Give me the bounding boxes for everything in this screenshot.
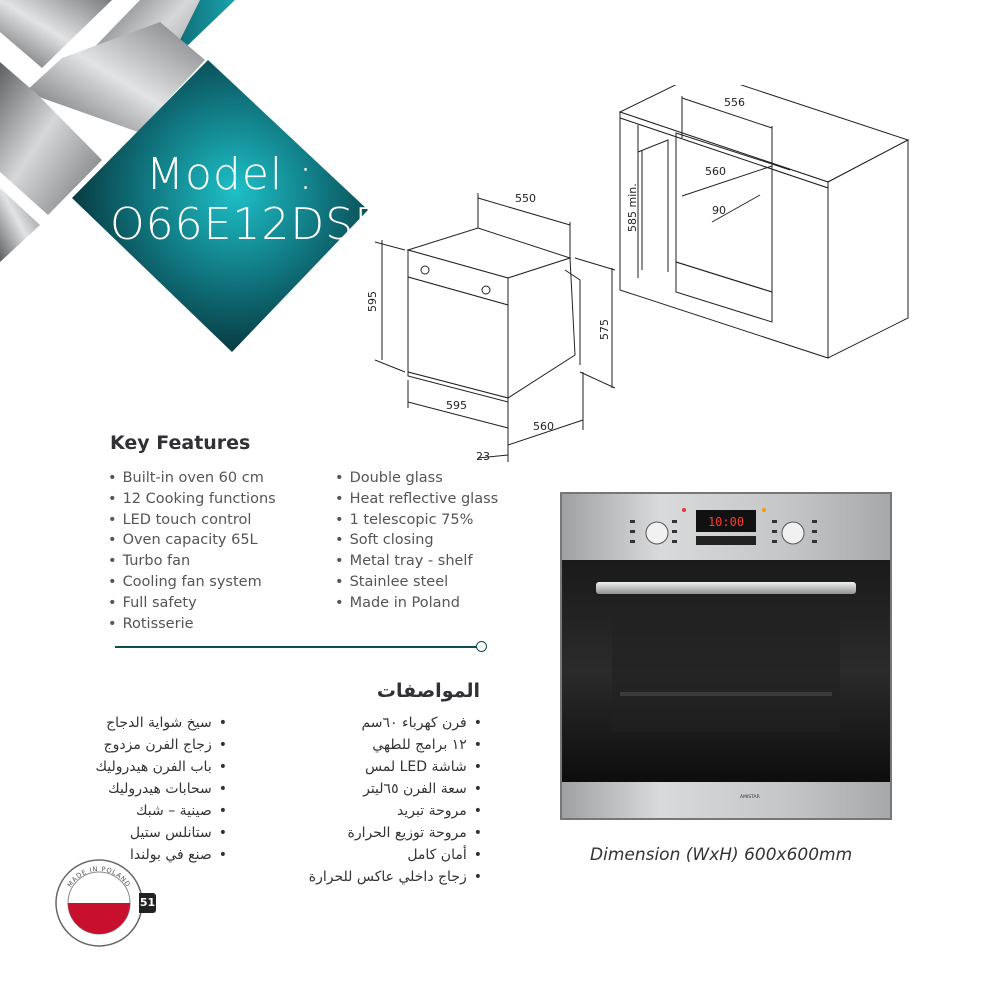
dim-width-front: 595 <box>446 399 467 412</box>
cab-dim-height: 585 min. <box>626 183 639 232</box>
arabic-spec-item: • مروحة تبريد <box>309 800 482 822</box>
dim-door: 23 <box>476 450 490 463</box>
arabic-spec-item: • زجاج الفرن مزدوج <box>95 734 227 756</box>
oven-dimension-diagram <box>360 185 625 470</box>
arabic-list-right <box>309 712 482 888</box>
arabic-spec-item: • ١٢ برامج للطهي <box>309 734 482 756</box>
features-list-col2 <box>335 468 498 614</box>
arabic-list-left <box>95 712 227 866</box>
model-title <box>110 149 382 250</box>
badge-text: MADE IN POLAND <box>65 864 133 889</box>
section-divider <box>115 646 477 648</box>
dim-height-left: 595 <box>366 291 379 312</box>
feature-item: • Stainlee steel <box>335 572 498 593</box>
arabic-spec-item: • فرن كهرباء ٦٠سم <box>309 712 482 734</box>
feature-item: • Full safety <box>108 593 276 614</box>
arabic-spec-item: • أمان كامل <box>309 844 482 866</box>
arabic-spec-item: • سعة الفرن ٦٥ليتر <box>309 778 482 800</box>
dim-height-right: 575 <box>598 319 611 340</box>
features-list-col1 <box>108 468 276 634</box>
arabic-spec-item: • زجاج داخلي عاكس للحرارة <box>309 866 482 888</box>
cab-dim-vent: 90 <box>712 204 726 217</box>
arabic-spec-item: • سحابات هيدروليك <box>95 778 227 800</box>
dim-width-top: 550 <box>515 192 536 205</box>
feature-item: • Made in Poland <box>335 593 498 614</box>
dimension-text: Dimension (WxH) 600x600mm <box>590 845 853 865</box>
feature-item: • Metal tray - shelf <box>335 551 498 572</box>
arabic-spec-item: • صينية – شبك <box>95 800 227 822</box>
oven-brand: AMISTAR <box>740 795 760 800</box>
feature-item: • Oven capacity 65L <box>108 530 276 551</box>
feature-item: • Heat reflective glass <box>335 489 498 510</box>
oven-product-image <box>560 492 892 820</box>
arabic-specs-title: المواصفات <box>376 680 480 702</box>
arabic-spec-item: • شاشة LED لمس <box>309 756 482 778</box>
cab-dim-top: 556 <box>724 96 745 109</box>
feature-item: • Built-in oven 60 cm <box>108 468 276 489</box>
made-in-poland-badge <box>54 858 144 948</box>
arabic-spec-item: • سيخ شواية الدجاج <box>95 712 227 734</box>
arabic-spec-item: • باب الفرن هيدروليك <box>95 756 227 778</box>
cabinet-dimension-diagram <box>615 85 915 365</box>
arabic-spec-item: • صنع في بولندا <box>95 844 227 866</box>
feature-item: • LED touch control <box>108 510 276 531</box>
feature-item: • Turbo fan <box>108 551 276 572</box>
feature-item: • Rotisserie <box>108 614 276 635</box>
feature-item: • Cooling fan system <box>108 572 276 593</box>
cab-dim-inner: 560 <box>705 165 726 178</box>
model-label: Model : <box>146 149 314 200</box>
divider-end-circle <box>476 641 487 652</box>
arabic-spec-item: • مروحة توزيع الحرارة <box>309 822 482 844</box>
feature-item: • Soft closing <box>335 530 498 551</box>
feature-item: • Double glass <box>335 468 498 489</box>
key-features-title: Key Features <box>110 432 251 454</box>
feature-item: • 1 telescopic 75% <box>335 510 498 531</box>
model-code: O66E12DSP <box>110 199 382 250</box>
page-number: 51 <box>139 893 156 913</box>
dim-depth: 560 <box>533 420 554 433</box>
arabic-spec-item: • ستانلس ستيل <box>95 822 227 844</box>
oven-display-time: 10:00 <box>707 515 745 529</box>
feature-item: • 12 Cooking functions <box>108 489 276 510</box>
